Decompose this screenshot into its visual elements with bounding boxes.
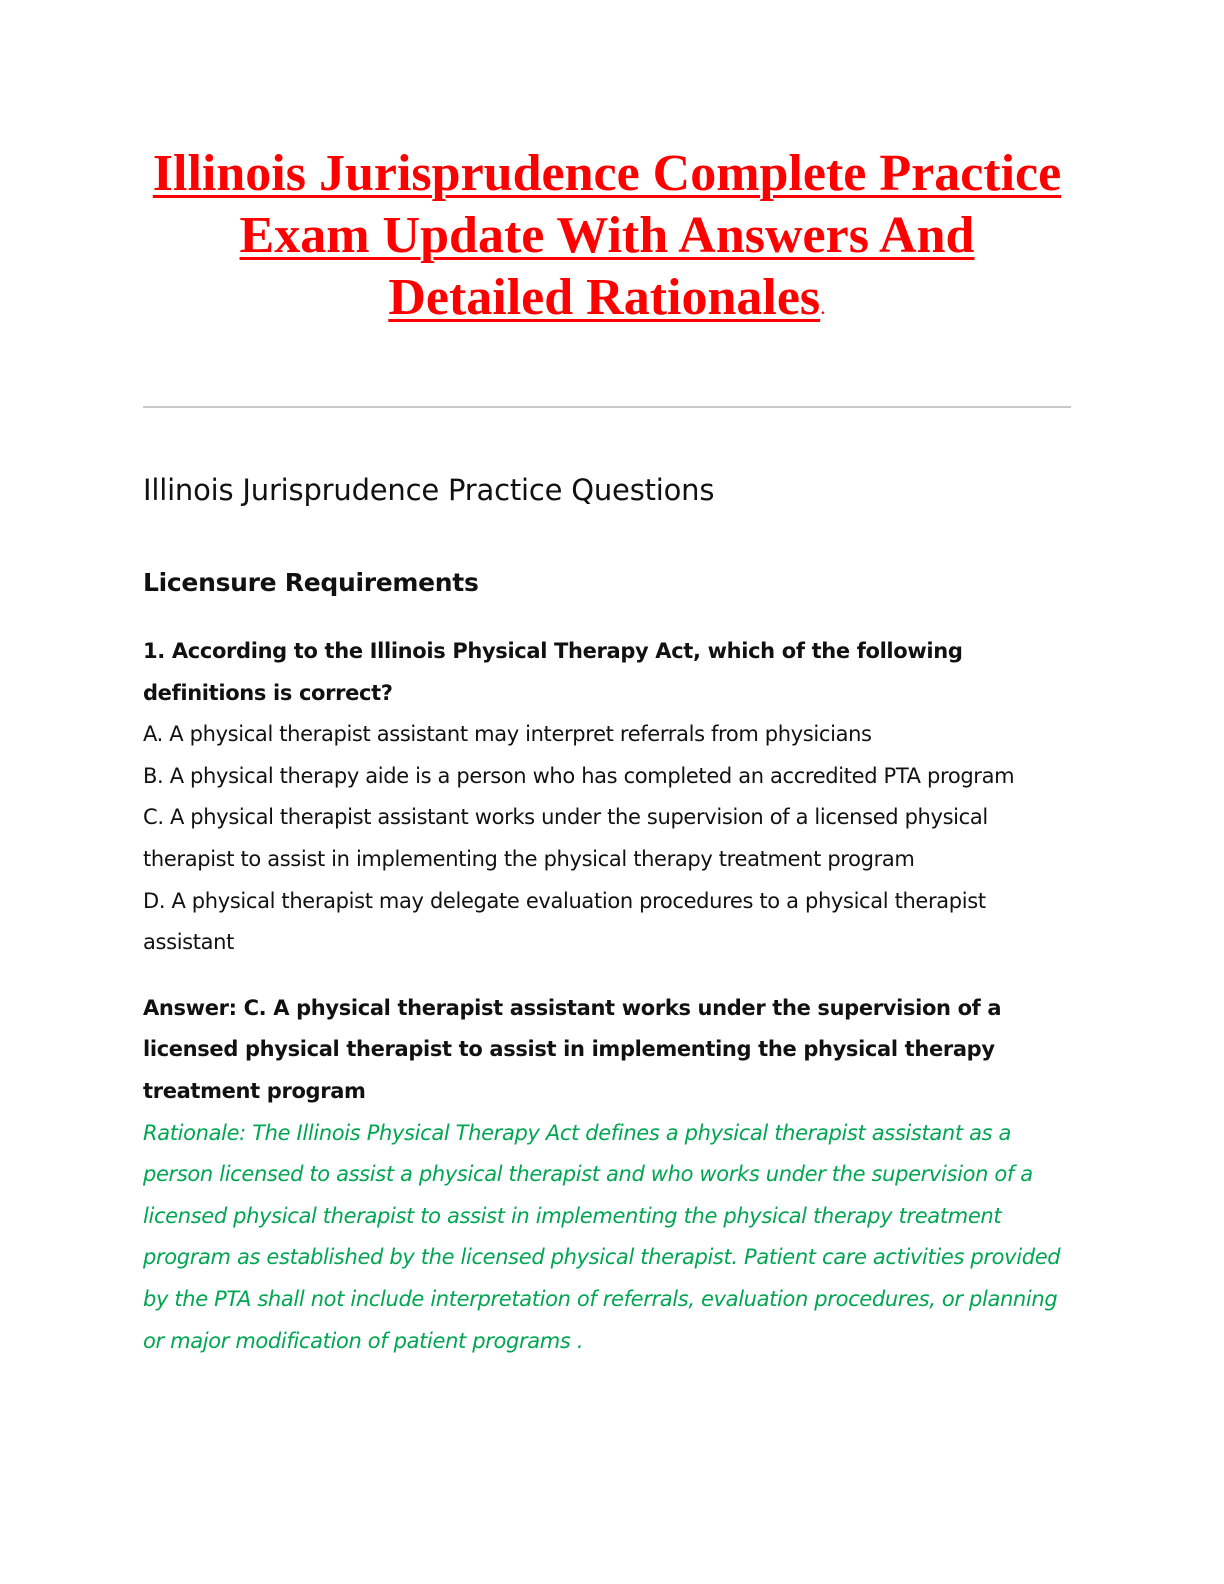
rationale-text: Rationale: The Illinois Physical Therapy Act defines a physical therapist assistant as a person licensed to assist a physical therapist and who works under the supervision of a licensed physical therapist to assist in implementing the physical therapy treatment program as established by the licensed physical therapist. Patient care activities provided by the PTA shall not include interpretation of referrals, evaluation procedures, or planning or major modification of patient programs . [143,1120,1061,1353]
question-text: 1. According to the Illinois Physical Therapy Act, which of the following definitions is correct? [143,639,963,705]
document-title-line-1: Illinois Jurisprudence Complete Practice [152,145,1062,202]
question-block [143,631,1071,1362]
option-a: A. A physical therapist assistant may interpret referrals from physicians [143,722,872,747]
document-title-line-2: Exam Update With Answers And [239,207,975,264]
horizontal-divider [143,406,1071,408]
answer-text: Answer: C. A physical therapist assistant works under the supervision of a licensed physical therapist to assist in implementing the physical therapy treatment program [143,995,1002,1103]
document-title [143,143,1071,338]
option-b: B. A physical therapy aide is a person who has completed an accredited PTA program [143,763,1015,788]
document-title-line-3: Detailed Rationales [388,269,821,326]
document-title-trailing-period: . [820,294,826,319]
section-heading: Illinois Jurisprudence Practice Questions [143,473,715,507]
option-c: C. A physical therapist assistant works under the supervision of a licensed physical therapist to assist in implementing the physical therapy treatment program [143,805,988,871]
option-d: D. A physical therapist may delegate evaluation procedures to a physical therapist assistant [143,888,986,955]
subsection-heading: Licensure Requirements [143,568,479,597]
